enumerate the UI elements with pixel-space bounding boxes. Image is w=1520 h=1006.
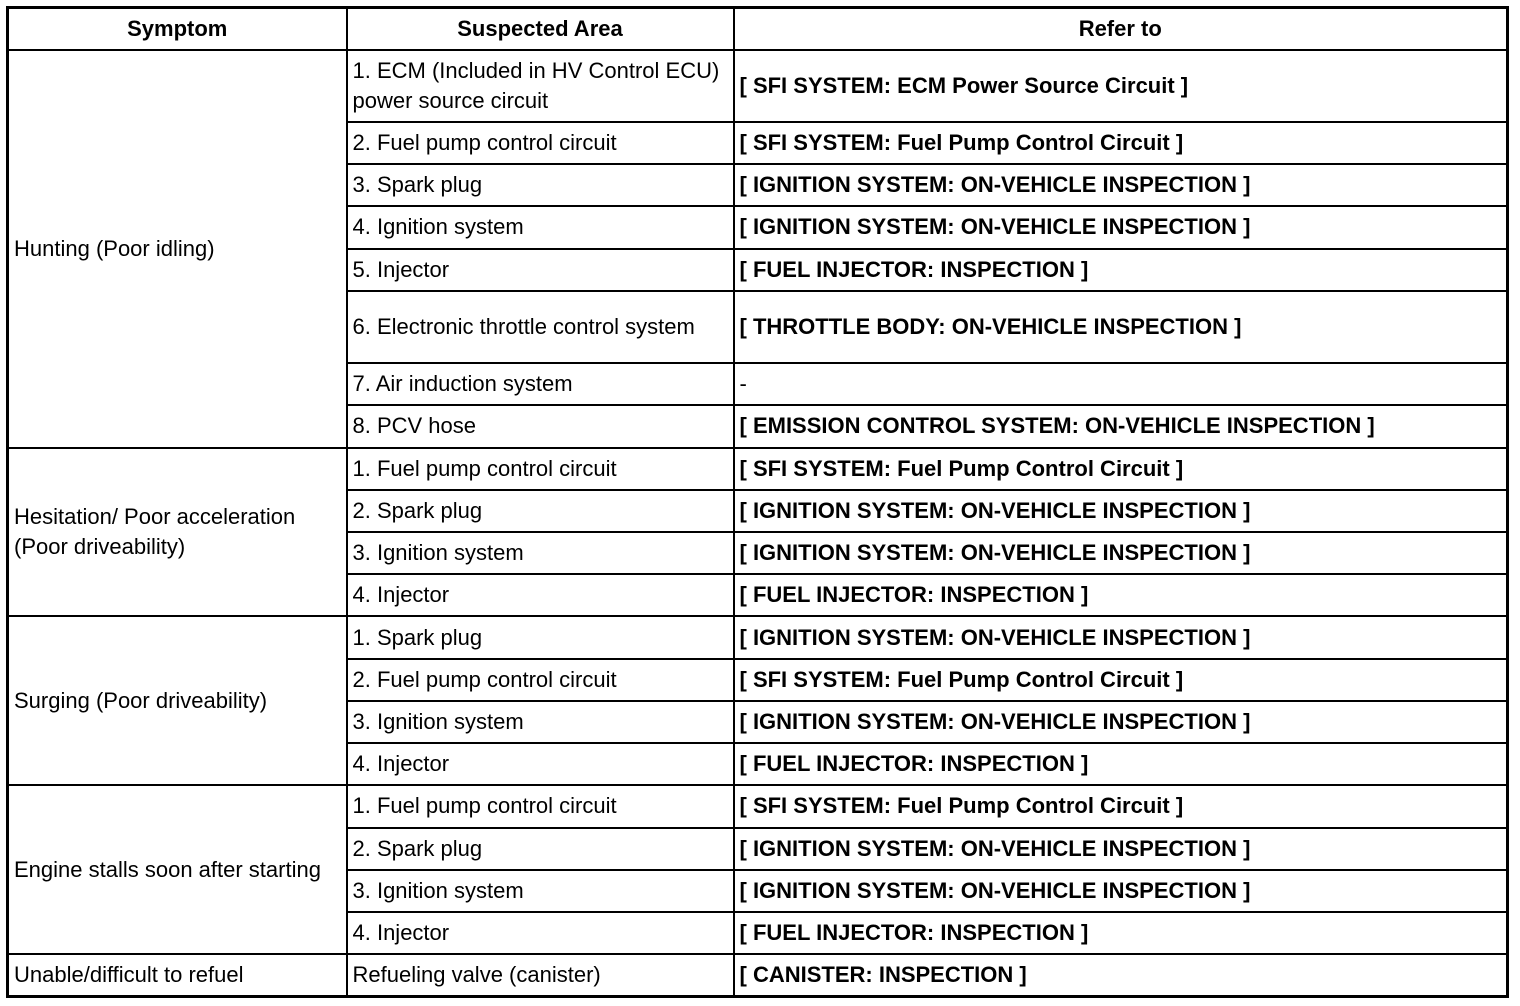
suspected-area-cell: 3. Spark plug bbox=[347, 164, 734, 206]
symptom-cell: Hesitation/ Poor acceleration (Poor driveability) bbox=[8, 448, 347, 617]
refer-to-cell: [ IGNITION SYSTEM: ON-VEHICLE INSPECTION ] bbox=[734, 701, 1508, 743]
table-row bbox=[8, 448, 1508, 490]
suspected-area-cell: 1. Fuel pump control circuit bbox=[347, 785, 734, 827]
header-refer-to: Refer to bbox=[734, 8, 1508, 50]
refer-to-cell: [ SFI SYSTEM: Fuel Pump Control Circuit ] bbox=[734, 448, 1508, 490]
refer-to-cell: [ IGNITION SYSTEM: ON-VEHICLE INSPECTION ] bbox=[734, 616, 1508, 658]
suspected-area-cell: Refueling valve (canister) bbox=[347, 954, 734, 996]
suspected-area-cell: 3. Ignition system bbox=[347, 532, 734, 574]
suspected-area-cell: 6. Electronic throttle control system bbox=[347, 291, 734, 363]
refer-to-cell: [ THROTTLE BODY: ON-VEHICLE INSPECTION ] bbox=[734, 291, 1508, 363]
refer-to-cell: [ IGNITION SYSTEM: ON-VEHICLE INSPECTION ] bbox=[734, 164, 1508, 206]
suspected-area-cell: 1. Spark plug bbox=[347, 616, 734, 658]
refer-to-cell: [ IGNITION SYSTEM: ON-VEHICLE INSPECTION ] bbox=[734, 206, 1508, 248]
table-header bbox=[8, 8, 1508, 50]
table-row bbox=[8, 954, 1508, 996]
symptom-cell: Engine stalls soon after starting bbox=[8, 785, 347, 954]
table-body bbox=[8, 50, 1508, 997]
header-symptom: Symptom bbox=[8, 8, 347, 50]
refer-to-cell: [ FUEL INJECTOR: INSPECTION ] bbox=[734, 574, 1508, 616]
refer-to-cell: [ SFI SYSTEM: Fuel Pump Control Circuit ] bbox=[734, 785, 1508, 827]
table-row bbox=[8, 616, 1508, 658]
suspected-area-cell: 2. Spark plug bbox=[347, 828, 734, 870]
suspected-area-cell: 7. Air induction system bbox=[347, 363, 734, 405]
suspected-area-cell: 1. Fuel pump control circuit bbox=[347, 448, 734, 490]
refer-to-cell: [ EMISSION CONTROL SYSTEM: ON-VEHICLE INSPECTION ] bbox=[734, 405, 1508, 447]
refer-to-cell: [ FUEL INJECTOR: INSPECTION ] bbox=[734, 912, 1508, 954]
refer-to-cell: [ CANISTER: INSPECTION ] bbox=[734, 954, 1508, 996]
suspected-area-cell: 8. PCV hose bbox=[347, 405, 734, 447]
refer-to-cell: [ IGNITION SYSTEM: ON-VEHICLE INSPECTION ] bbox=[734, 532, 1508, 574]
refer-to-cell: [ FUEL INJECTOR: INSPECTION ] bbox=[734, 743, 1508, 785]
refer-to-cell: - bbox=[734, 363, 1508, 405]
suspected-area-cell: 1. ECM (Included in HV Control ECU) power source circuit bbox=[347, 50, 734, 122]
symptom-cell: Surging (Poor driveability) bbox=[8, 616, 347, 785]
refer-to-cell: [ IGNITION SYSTEM: ON-VEHICLE INSPECTION ] bbox=[734, 490, 1508, 532]
symptom-table bbox=[6, 6, 1509, 998]
header-suspected-area: Suspected Area bbox=[347, 8, 734, 50]
suspected-area-cell: 4. Injector bbox=[347, 912, 734, 954]
symptom-cell: Hunting (Poor idling) bbox=[8, 50, 347, 448]
table-row bbox=[8, 785, 1508, 827]
header-row bbox=[8, 8, 1508, 50]
refer-to-cell: [ SFI SYSTEM: ECM Power Source Circuit ] bbox=[734, 50, 1508, 122]
symptom-cell: Unable/difficult to refuel bbox=[8, 954, 347, 996]
suspected-area-cell: 3. Ignition system bbox=[347, 701, 734, 743]
suspected-area-cell: 5. Injector bbox=[347, 249, 734, 291]
suspected-area-cell: 2. Fuel pump control circuit bbox=[347, 659, 734, 701]
table-row bbox=[8, 50, 1508, 122]
suspected-area-cell: 4. Ignition system bbox=[347, 206, 734, 248]
refer-to-cell: [ IGNITION SYSTEM: ON-VEHICLE INSPECTION ] bbox=[734, 870, 1508, 912]
suspected-area-cell: 3. Ignition system bbox=[347, 870, 734, 912]
refer-to-cell: [ IGNITION SYSTEM: ON-VEHICLE INSPECTION ] bbox=[734, 828, 1508, 870]
refer-to-cell: [ SFI SYSTEM: Fuel Pump Control Circuit ] bbox=[734, 659, 1508, 701]
suspected-area-cell: 2. Fuel pump control circuit bbox=[347, 122, 734, 164]
suspected-area-cell: 4. Injector bbox=[347, 743, 734, 785]
refer-to-cell: [ SFI SYSTEM: Fuel Pump Control Circuit ] bbox=[734, 122, 1508, 164]
suspected-area-cell: 4. Injector bbox=[347, 574, 734, 616]
refer-to-cell: [ FUEL INJECTOR: INSPECTION ] bbox=[734, 249, 1508, 291]
suspected-area-cell: 2. Spark plug bbox=[347, 490, 734, 532]
